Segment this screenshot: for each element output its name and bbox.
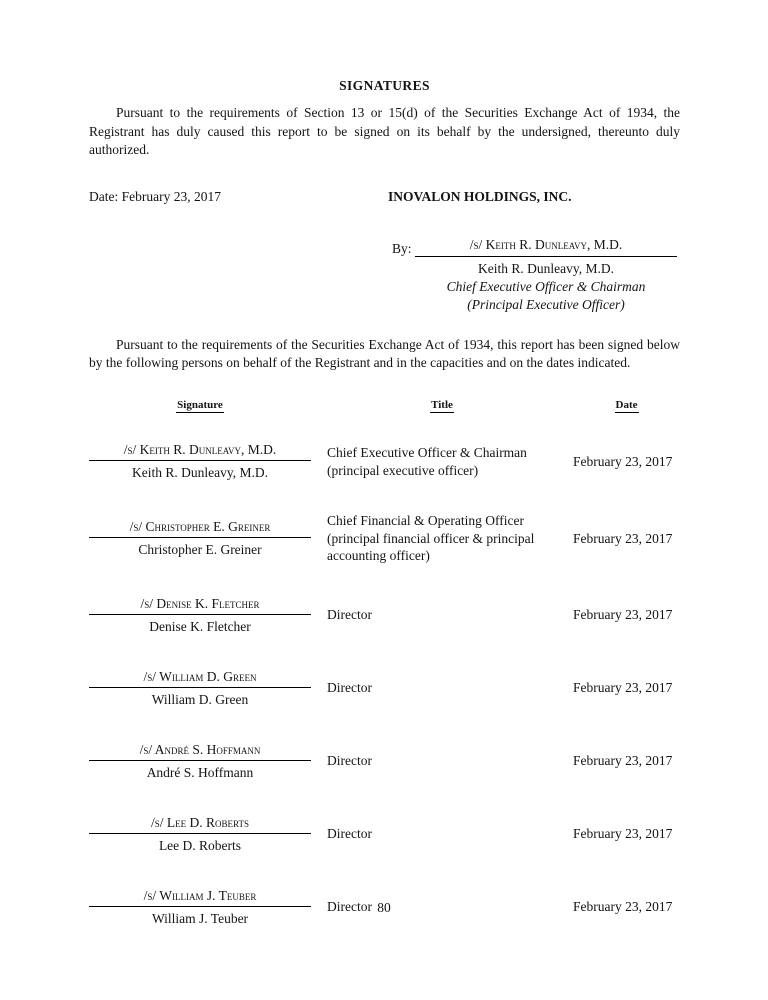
- signatory-signature-cell: [89, 596, 311, 635]
- signatory-name: William J. Teuber: [151, 910, 249, 926]
- table-row: [89, 592, 680, 638]
- officer-signature: /s/ Keith R. Dunleavy, M.D.: [415, 237, 677, 257]
- signatory-title: Director: [327, 899, 372, 915]
- signatory-name: Christopher E. Greiner: [138, 542, 262, 557]
- table-row: [89, 811, 680, 857]
- signatory-signature: /s/ Keith R. Dunleavy, M.D.: [89, 442, 311, 461]
- date-line: Date: February 23, 2017: [89, 188, 221, 204]
- by-row: [392, 237, 680, 257]
- signatory-title: Director: [327, 607, 372, 623]
- signatory-signature: /s/ William D. Green: [89, 669, 311, 688]
- signatory-title: Chief Financial & Operating Officer (principal financial officer & principal accounting officer): [327, 512, 535, 564]
- signatory-title: Director: [327, 680, 372, 696]
- header-signature: Signature: [177, 398, 223, 411]
- signatory-signature-cell: [89, 815, 311, 854]
- officer-signature-block: [89, 237, 680, 315]
- signatory-date: February 23, 2017: [573, 753, 673, 769]
- signatory-signature-cell: [89, 742, 311, 781]
- table-row: [89, 665, 680, 711]
- signatory-signature-cell: [89, 519, 311, 558]
- signatory-name: André S. Hoffmann: [146, 764, 254, 780]
- signatory-signature: /s/ Christopher E. Greiner: [89, 519, 311, 538]
- page-title: SIGNATURES: [339, 78, 430, 93]
- by-label: By:: [392, 240, 412, 256]
- table-row: [89, 439, 680, 485]
- header-date: Date: [615, 398, 638, 411]
- table-row: [89, 738, 680, 784]
- intro-paragraph: Pursuant to the requirements of Section 13 or 15(d) of the Securities Exchange Act of 1934, the Registrant has duly caused this report to be signed on its behalf by the undersigned, thereunto duly authorized.: [89, 105, 680, 158]
- signatory-name: Keith R. Dunleavy, M.D.: [132, 465, 268, 481]
- table-header-row: [89, 396, 680, 412]
- date-company-row: [89, 189, 680, 207]
- signatory-date: February 23, 2017: [573, 530, 673, 546]
- signatory-date: February 23, 2017: [573, 453, 673, 469]
- page-number: 80: [377, 900, 391, 915]
- signatory-title: Chief Executive Officer & Chairman (principal executive officer): [327, 444, 527, 478]
- signatory-name: Denise K. Fletcher: [149, 618, 251, 634]
- signature-table: [89, 396, 680, 930]
- table-row: [89, 512, 680, 565]
- signatory-name: William D. Green: [151, 691, 249, 707]
- signatory-date: February 23, 2017: [573, 826, 673, 842]
- signatory-name: Lee D. Roberts: [158, 837, 242, 853]
- signatory-date: February 23, 2017: [573, 899, 673, 915]
- signatory-title: Director: [327, 826, 372, 842]
- company-name: INOVALON HOLDINGS, INC.: [388, 188, 572, 204]
- signatory-signature: /s/ Lee D. Roberts: [89, 815, 311, 834]
- officer-name: Keith R. Dunleavy, M.D.: [478, 260, 614, 276]
- signatory-title: Director: [327, 753, 372, 769]
- officer-title: Chief Executive Officer & Chairman: [446, 279, 646, 295]
- second-paragraph: Pursuant to the requirements of the Securities Exchange Act of 1934, this report has been signed below by the following persons on behalf of the Registrant and in the capacities and on the dates indicated.: [89, 336, 680, 371]
- officer-subtitle: (Principal Executive Officer): [467, 297, 625, 313]
- officer-details: [415, 260, 677, 315]
- signatory-signature-cell: [89, 669, 311, 708]
- signatory-signature: /s/ William J. Teuber: [89, 888, 311, 907]
- header-title: Title: [431, 398, 453, 411]
- signatory-date: February 23, 2017: [573, 680, 673, 696]
- signatory-signature-cell: [89, 442, 311, 481]
- signatory-date: February 23, 2017: [573, 607, 673, 623]
- signatory-signature: /s/ André S. Hoffmann: [89, 742, 311, 761]
- signatory-signature: /s/ Denise K. Fletcher: [89, 596, 311, 615]
